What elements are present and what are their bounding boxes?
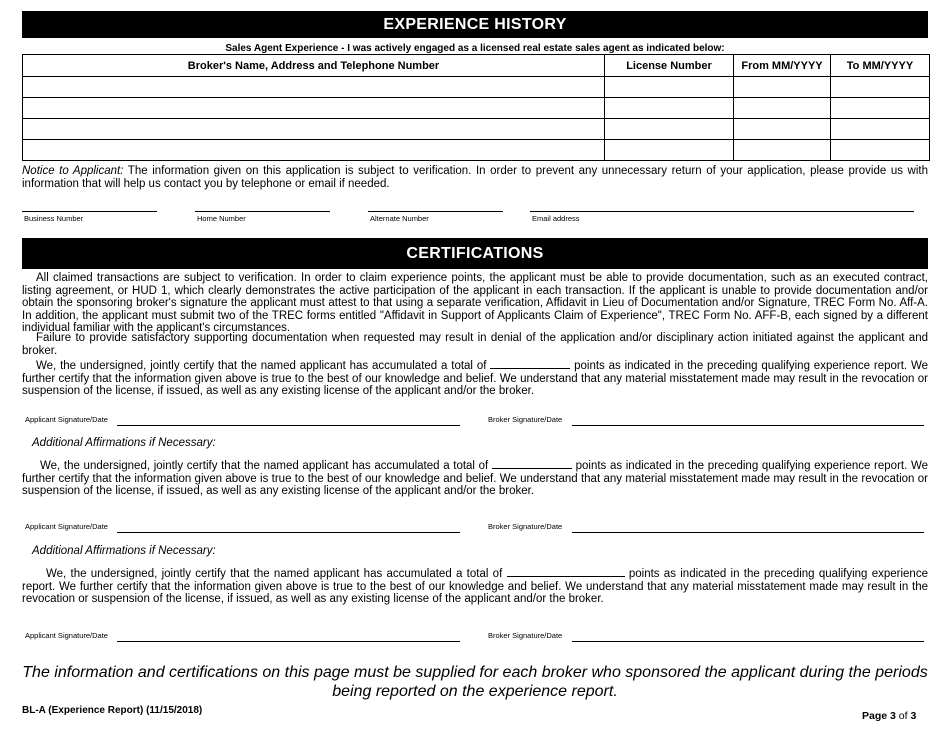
form-id: BL-A (Experience Report) (11/15/2018)	[22, 705, 203, 716]
cert-text-before: We, the undersigned, jointly certify that the named applicant has accumulated a total of	[36, 360, 487, 372]
points-total-field-1[interactable]	[490, 358, 570, 369]
cert-text-after: points as indicated in the preceding qualifying experience report. We further certify that the information given above is true to the best of our knowledge and belief. We understand that any material misstatement made may result in the revocation or suspension of the license, if issued, as well as any existing license of the applicant and/or the broker.	[22, 568, 928, 605]
column-header-license: License Number	[605, 55, 734, 77]
notice-label: Notice to Applicant:	[22, 165, 124, 177]
alternate-number-line[interactable]	[368, 211, 503, 212]
applicant-signature-label: Applicant Signature/Date	[25, 522, 108, 531]
page-total: 3	[910, 710, 917, 722]
column-header-to: To MM/YYYY	[831, 55, 930, 77]
cert-text-after: points as indicated in the preceding qualifying experience report. We further certify that the information given above is true to the best of our knowledge and belief. We understand that any material misstatement made may result in the revocation or suspension of the license, if issued, as well as any existing license of the applicant and/or the broker.	[22, 360, 928, 397]
home-number-label: Home Number	[197, 214, 246, 223]
certification-statement-2	[22, 458, 928, 498]
certifications-paragraph-2: Failure to provide satisfactory supporting documentation when requested may result in denial of the application and/or disciplinary action initiated against the applicant and broker.	[22, 332, 928, 357]
applicant-signature-line[interactable]	[117, 415, 460, 426]
contact-fields-row	[22, 211, 928, 225]
applicant-signature-label: Applicant Signature/Date	[25, 631, 108, 640]
broker-signature-label: Broker Signature/Date	[488, 415, 563, 424]
broker-signature-line[interactable]	[572, 415, 924, 426]
table-row	[23, 98, 930, 119]
email-address-line[interactable]	[530, 211, 914, 212]
cert-text-before: We, the undersigned, jointly certify that the named applicant has accumulated a total of	[46, 568, 503, 580]
applicant-signature-label: Applicant Signature/Date	[25, 415, 108, 424]
table-row	[23, 77, 930, 98]
column-header-from: From MM/YYYY	[734, 55, 831, 77]
license-cell[interactable]	[605, 77, 734, 98]
broker-signature-label: Broker Signature/Date	[488, 631, 563, 640]
table-row	[23, 119, 930, 140]
to-cell[interactable]	[831, 119, 930, 140]
business-number-label: Business Number	[24, 214, 84, 223]
table-row	[23, 140, 930, 161]
from-cell[interactable]	[734, 119, 831, 140]
license-cell[interactable]	[605, 140, 734, 161]
broker-signature-line[interactable]	[572, 522, 924, 533]
from-cell[interactable]	[734, 77, 831, 98]
additional-affirmations-label-2: Additional Affirmations if Necessary:	[32, 545, 216, 557]
page-label: Page	[862, 710, 888, 722]
additional-affirmations-label-1: Additional Affirmations if Necessary:	[32, 437, 216, 449]
broker-cell[interactable]	[23, 98, 605, 119]
cert-text-after: points as indicated in the preceding qualifying experience report. We further certify that the information given above is true to the best of our knowledge and belief. We understand that any material misstatement made may result in the revocation or suspension of the license, if issued, as well as any existing license of the applicant and/or the broker.	[22, 460, 928, 497]
license-cell[interactable]	[605, 119, 734, 140]
signature-row-1	[22, 415, 928, 429]
page-number	[862, 710, 916, 722]
page-current: 3	[890, 710, 896, 722]
to-cell[interactable]	[831, 98, 930, 119]
from-cell[interactable]	[734, 140, 831, 161]
points-total-field-3[interactable]	[507, 566, 625, 577]
to-cell[interactable]	[831, 140, 930, 161]
broker-cell[interactable]	[23, 140, 605, 161]
experience-subtitle: Sales Agent Experience - I was actively engaged as a licensed real estate sales agent as indicated below:	[225, 43, 725, 54]
broker-cell[interactable]	[23, 119, 605, 140]
certifications-heading: CERTIFICATIONS	[22, 238, 928, 269]
home-number-line[interactable]	[195, 211, 330, 212]
experience-history-heading: EXPERIENCE HISTORY	[22, 11, 928, 38]
footer-note: The information and certifications on this page must be supplied for each broker who sponsored the applicant during the periods being reported on the experience report.	[22, 664, 928, 700]
notice-text: The information given on this application is subject to verification. In order to prevent any unnecessary return of your application, please provide us with information that will help us contact you by telephone or email if needed.	[22, 165, 929, 190]
to-cell[interactable]	[831, 77, 930, 98]
experience-table	[22, 54, 930, 161]
certification-statement-3	[22, 566, 928, 606]
signature-row-2	[22, 522, 928, 536]
points-total-field-2[interactable]	[492, 458, 572, 469]
cert-text-before: We, the undersigned, jointly certify that the named applicant has accumulated a total of	[40, 460, 489, 472]
from-cell[interactable]	[734, 98, 831, 119]
applicant-signature-line[interactable]	[117, 631, 460, 642]
page-of: of	[898, 710, 908, 722]
certification-statement-1	[22, 358, 928, 398]
broker-signature-label: Broker Signature/Date	[488, 522, 563, 531]
table-header-row	[23, 55, 930, 77]
license-cell[interactable]	[605, 98, 734, 119]
broker-signature-line[interactable]	[572, 631, 924, 642]
certifications-paragraph-1: All claimed transactions are subject to verification. In order to claim experience points, the applicant must be able to provide documentation, such as an executed contract, listing agreement, or HUD 1, which clearly demonstrates the active participation of the applicant in each transaction. If the applicant is unable to provide documentation and/or obtain the sponsoring broker's signature the applicant must attest to that using a separate verification, Affidavit in Lieu of Documentation and/or Signature, TREC Form No. Aff-A. In addition, the applicant must submit two of the TREC forms entitled "Affidavit in Support of Applicants Claim of Experience", TREC Form No. AFF-B, each signed by a different individual familiar with the applicant's circumstances.	[22, 272, 928, 334]
alternate-number-label: Alternate Number	[370, 214, 429, 223]
column-header-broker: Broker's Name, Address and Telephone Number	[23, 55, 605, 77]
signature-row-3	[22, 631, 928, 645]
broker-cell[interactable]	[23, 77, 605, 98]
notice-to-applicant	[22, 165, 928, 190]
applicant-signature-line[interactable]	[117, 522, 460, 533]
business-number-line[interactable]	[22, 211, 157, 212]
email-address-label: Email address	[532, 214, 580, 223]
